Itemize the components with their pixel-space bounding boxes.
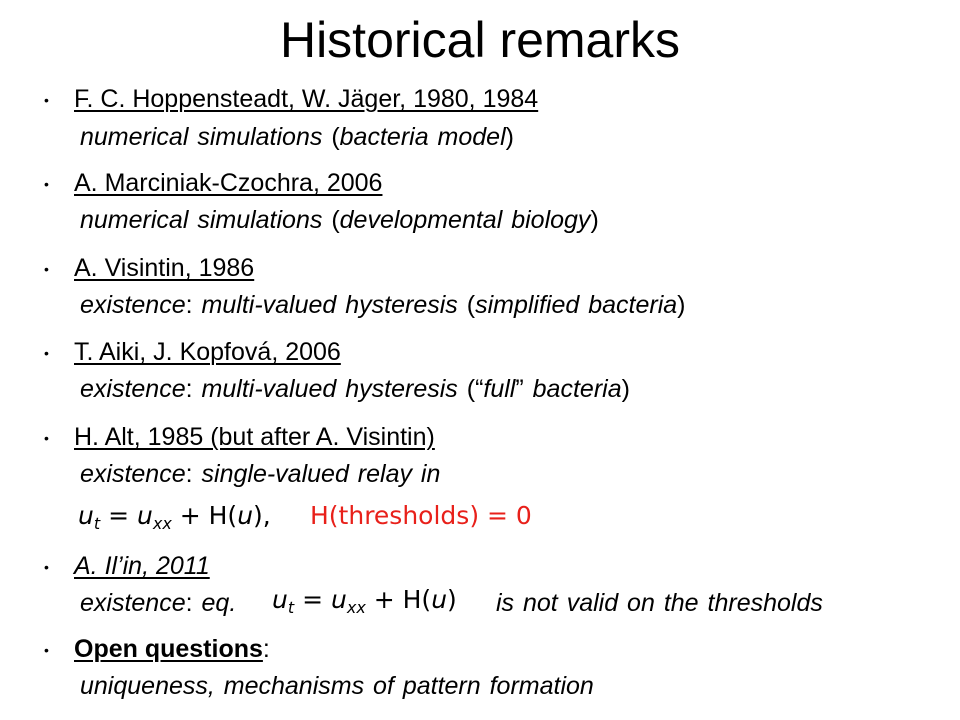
description-part: multi-valued hysteresis xyxy=(201,291,458,319)
threshold-equation: H(thresholds) = 0 xyxy=(310,501,532,530)
bullet-dot: • xyxy=(44,559,49,575)
description-part: ) xyxy=(590,206,599,234)
reference-text: F. C. Hoppensteadt, W. Jäger, 1980, 1984 xyxy=(74,85,539,113)
math-subscript: xx xyxy=(346,598,366,617)
description-part: developmental biology xyxy=(339,206,591,234)
description-part: : xyxy=(185,291,202,319)
math-symbol: u xyxy=(136,501,153,530)
reference-description xyxy=(80,459,440,489)
description-part: ( xyxy=(322,206,340,234)
description-part: ) xyxy=(677,291,686,319)
math-subscript: t xyxy=(287,598,295,617)
description-part: bacteria xyxy=(532,375,622,403)
reference-text: T. Aiki, J. Kopfová, 2006 xyxy=(74,338,341,366)
description-part: ( xyxy=(322,123,340,151)
reference-text: H. Alt, 1985 (but after A. Visintin) xyxy=(74,423,435,451)
bullet-dot: • xyxy=(44,642,49,658)
equation xyxy=(78,501,271,531)
description-part: ” xyxy=(515,375,533,403)
reference-description xyxy=(80,374,630,404)
math-operator: + H( xyxy=(171,501,238,530)
validity-note: is not valid on the thresholds xyxy=(496,589,823,617)
description-part: eq. xyxy=(201,589,237,617)
reference-description xyxy=(80,122,514,152)
description-part: existence xyxy=(80,460,186,488)
math-symbol: u xyxy=(431,585,448,614)
bullet-dot: • xyxy=(44,430,49,446)
description-part: existence xyxy=(80,291,186,319)
description-part: existence xyxy=(80,375,186,403)
reference-text: A. Visintin, 1986 xyxy=(74,254,255,282)
description-part: single-valued relay in xyxy=(201,460,441,488)
math-operator: = xyxy=(100,501,137,530)
reference-heading xyxy=(74,422,435,452)
math-operator: ) xyxy=(447,585,457,614)
reference-text: Open questions xyxy=(74,635,263,663)
reference-heading xyxy=(74,337,341,367)
description-part: existence xyxy=(80,589,186,617)
heading-colon: : xyxy=(262,635,270,663)
description-part: ) xyxy=(505,123,514,151)
bullet-dot: • xyxy=(44,345,49,361)
description-part: ) xyxy=(621,375,630,403)
bullet-dot: • xyxy=(44,92,49,108)
description-part: : xyxy=(185,375,202,403)
math-operator: = xyxy=(294,585,331,614)
slide-title: Historical remarks xyxy=(279,12,681,68)
math-operator: ), xyxy=(253,501,271,530)
reference-heading xyxy=(74,84,538,114)
description-part: numerical simulations xyxy=(80,206,323,234)
reference-text: A. Il’in, 2011 xyxy=(74,552,210,580)
open-questions-heading xyxy=(74,634,270,664)
math-symbol: u xyxy=(272,585,288,614)
math-symbol: u xyxy=(330,585,347,614)
reference-description xyxy=(80,205,599,235)
description-part: (“ xyxy=(457,375,484,403)
description-part: : xyxy=(185,589,202,617)
equation xyxy=(272,585,457,615)
reference-heading xyxy=(74,551,210,581)
description-part: ( xyxy=(457,291,476,319)
reference-description xyxy=(80,290,686,320)
reference-heading xyxy=(74,253,254,283)
math-operator: + H( xyxy=(365,585,432,614)
math-subscript: xx xyxy=(152,514,172,533)
reference-text: A. Marciniak-Czochra, 2006 xyxy=(74,169,383,197)
reference-description xyxy=(80,588,236,618)
description-part: bacteria model xyxy=(339,123,506,151)
description-part: simplified bacteria xyxy=(475,291,678,319)
math-symbol: u xyxy=(237,501,254,530)
description-part: full xyxy=(483,375,516,403)
open-questions-description: uniqueness, mechanisms of pattern formation xyxy=(80,672,594,700)
description-part: numerical simulations xyxy=(80,123,323,151)
reference-heading xyxy=(74,168,382,198)
description-part: : xyxy=(185,460,202,488)
math-symbol: u xyxy=(78,501,94,530)
description-part: multi-valued hysteresis xyxy=(201,375,458,403)
math-subscript: t xyxy=(93,514,101,533)
bullet-dot: • xyxy=(44,176,49,192)
bullet-dot: • xyxy=(44,261,49,277)
